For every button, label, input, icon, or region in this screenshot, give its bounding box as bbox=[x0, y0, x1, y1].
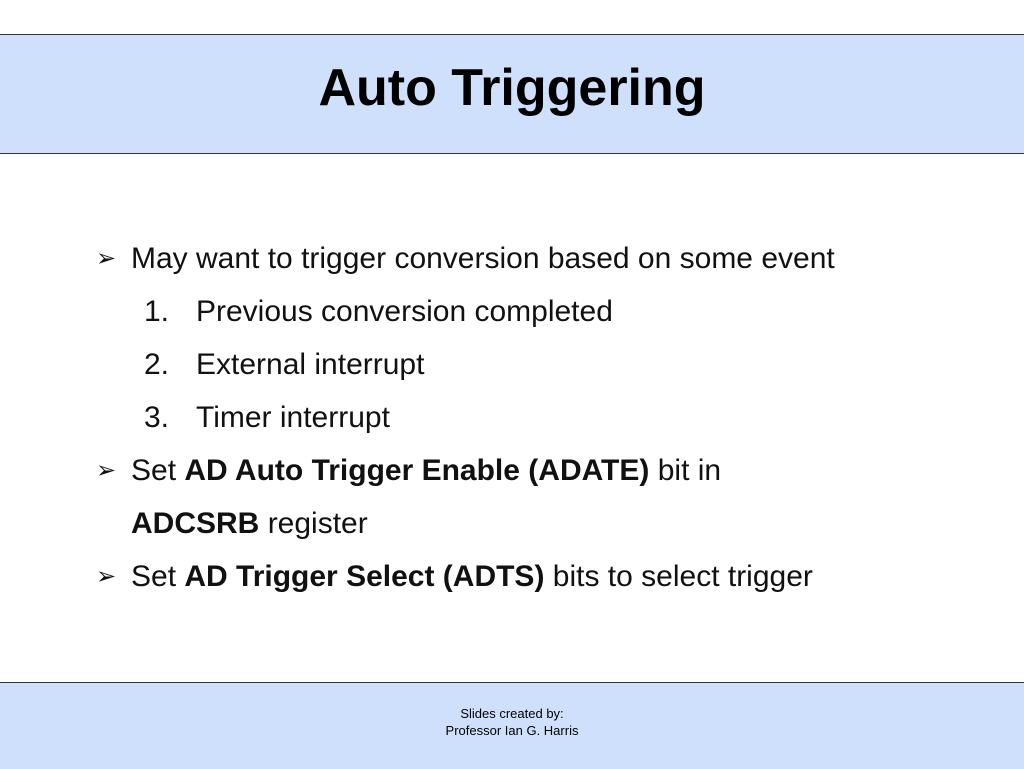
bullet-1 bbox=[96, 232, 976, 285]
bullet-2-post: register bbox=[267, 507, 368, 540]
bullet-3-post: bits to select trigger bbox=[552, 560, 813, 593]
adcsrb-term: ADCSRB bbox=[131, 507, 260, 540]
bullet-2 bbox=[96, 444, 976, 550]
arrow-bullet-icon: ➢ bbox=[96, 245, 117, 272]
numbered-item-3 bbox=[96, 391, 976, 444]
bullet-1-text: May want to trigger conversion based on some event bbox=[131, 242, 835, 275]
bullet-2-text bbox=[131, 444, 976, 550]
footer-line-1: Slides created by: bbox=[460, 706, 564, 721]
footer-band bbox=[0, 682, 1024, 769]
footer-credit bbox=[0, 705, 1024, 739]
arrow-bullet-icon: ➢ bbox=[96, 457, 117, 484]
numbered-item-text: External interrupt bbox=[196, 348, 425, 381]
numbered-item-2 bbox=[96, 338, 976, 391]
footer-line-2: Professor Ian G. Harris bbox=[445, 723, 579, 738]
slide-title: Auto Triggering bbox=[318, 59, 706, 117]
arrow-bullet-icon: ➢ bbox=[96, 563, 117, 590]
numbered-item-text: Timer interrupt bbox=[196, 401, 390, 434]
bullet-3-pre: Set bbox=[131, 560, 177, 593]
numbered-item-text: Previous conversion completed bbox=[196, 295, 613, 328]
bullet-3-text bbox=[131, 550, 976, 603]
item-number: 2. bbox=[144, 348, 170, 381]
bullet-2-mid: bit in bbox=[657, 454, 722, 487]
item-number: 3. bbox=[144, 401, 170, 434]
item-number: 1. bbox=[144, 295, 170, 328]
slide-content bbox=[96, 232, 976, 603]
bullet-2-pre: Set bbox=[131, 454, 177, 487]
adts-term: AD Trigger Select (ADTS) bbox=[184, 560, 545, 593]
title-band bbox=[0, 34, 1024, 154]
numbered-item-1 bbox=[96, 285, 976, 338]
adate-term: AD Auto Trigger Enable (ADATE) bbox=[184, 454, 650, 487]
bullet-3 bbox=[96, 550, 976, 603]
